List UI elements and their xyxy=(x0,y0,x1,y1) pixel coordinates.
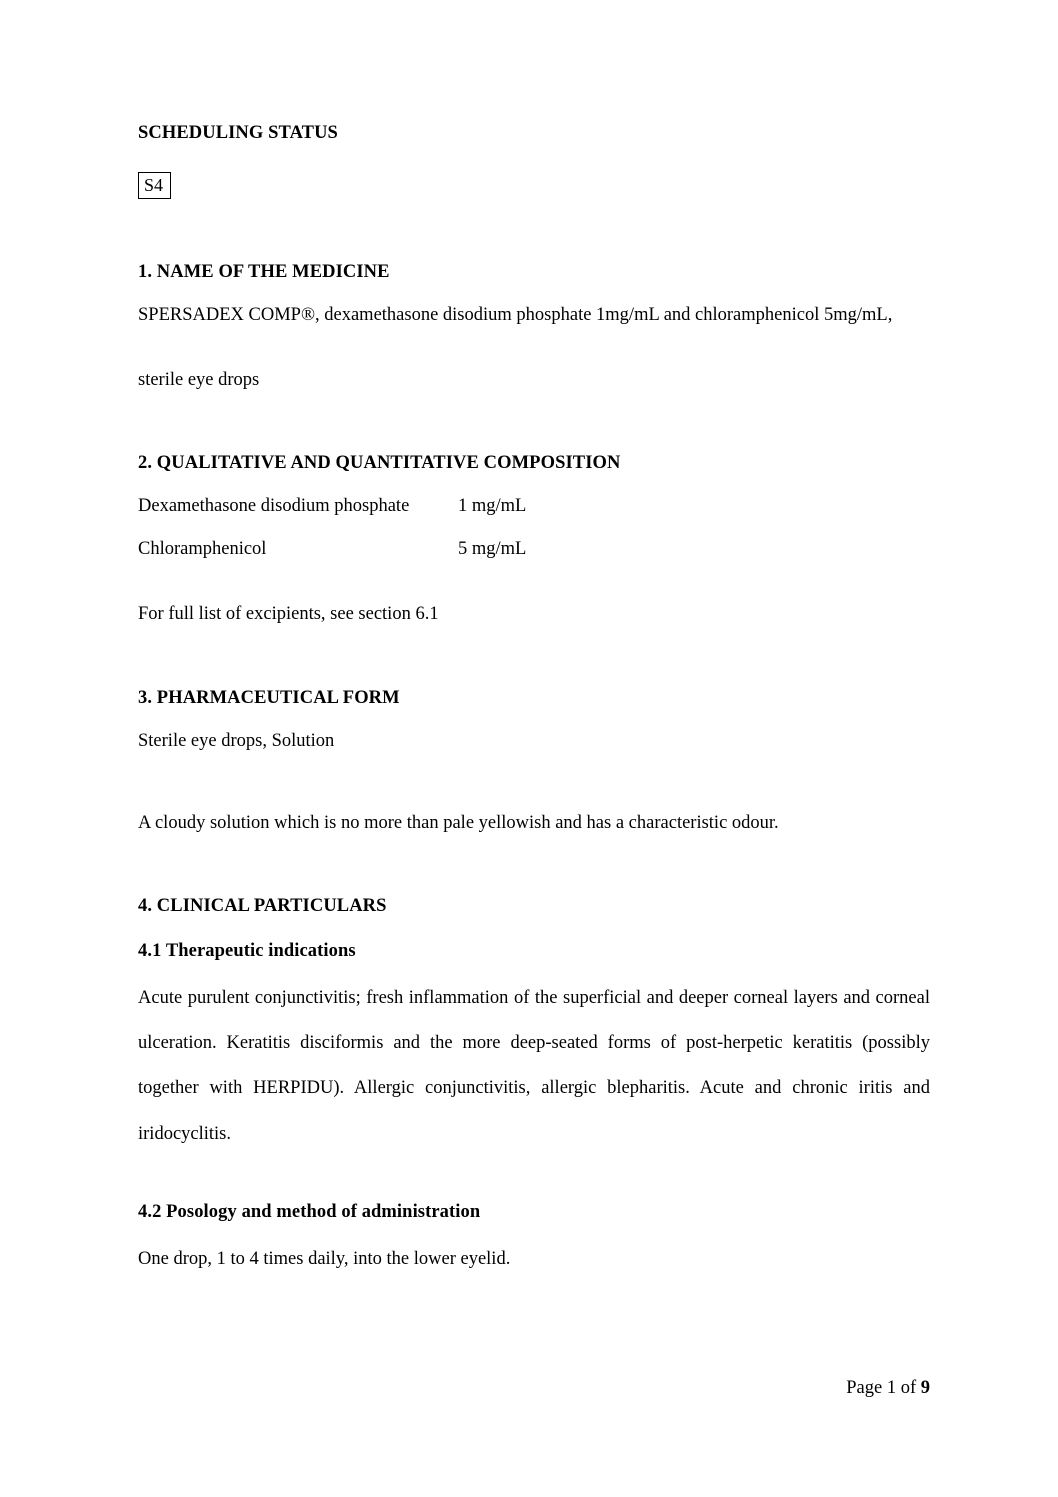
document-content xyxy=(138,122,930,1283)
section-4-2-heading: 4.2 Posology and method of administration xyxy=(138,1202,481,1223)
scheduling-status-heading: SCHEDULING STATUS xyxy=(138,123,338,143)
section-1-line-1: SPERSADEX COMP®, dexamethasone disodium phosphate 1mg/mL and chloramphenicol 5mg/mL, xyxy=(138,305,893,326)
excipients-note: For full list of excipients, see section 6.1 xyxy=(138,604,439,625)
composition-row xyxy=(138,496,930,517)
section-3-line-2: A cloudy solution which is no more than pale yellowish and has a characteristic odour. xyxy=(138,813,779,834)
section-4-2-body: One drop, 1 to 4 times daily, into the lower eyelid. xyxy=(138,1249,511,1270)
composition-name: Dexamethasone disodium phosphate xyxy=(138,496,410,517)
section-4-1-heading: 4.1 Therapeutic indications xyxy=(138,940,356,961)
schedule-code-box: S4 xyxy=(138,172,171,199)
section-3-heading: 3. PHARMACEUTICAL FORM xyxy=(138,687,400,708)
composition-row xyxy=(138,539,930,560)
footer-total-pages: 9 xyxy=(920,1378,930,1398)
section-4-heading: 4. CLINICAL PARTICULARS xyxy=(138,896,387,917)
footer-prefix: Page 1 of xyxy=(846,1378,921,1398)
composition-name: Chloramphenicol xyxy=(138,539,267,560)
section-2-heading: 2. QUALITATIVE AND QUANTITATIVE COMPOSITION xyxy=(138,453,621,474)
section-1-line-2: sterile eye drops xyxy=(138,369,260,390)
section-1-heading: 1. NAME OF THE MEDICINE xyxy=(138,262,390,283)
composition-value: 1 mg/mL xyxy=(458,496,527,517)
page-footer xyxy=(138,1378,930,1399)
composition-value: 5 mg/mL xyxy=(458,539,527,560)
section-4-1-body: Acute purulent conjunctivitis; fresh inflammation of the superficial and deeper corneal layers and corneal ulceration. Keratitis disciformis and the more deep-seated forms of post-herpetic keratitis (possibly together with HERPIDU). Allergic conjunctivitis, allergic blepharitis. Acute and chronic iritis and iridocyclitis. xyxy=(138,987,930,1144)
section-3-line-1: Sterile eye drops, Solution xyxy=(138,730,335,751)
